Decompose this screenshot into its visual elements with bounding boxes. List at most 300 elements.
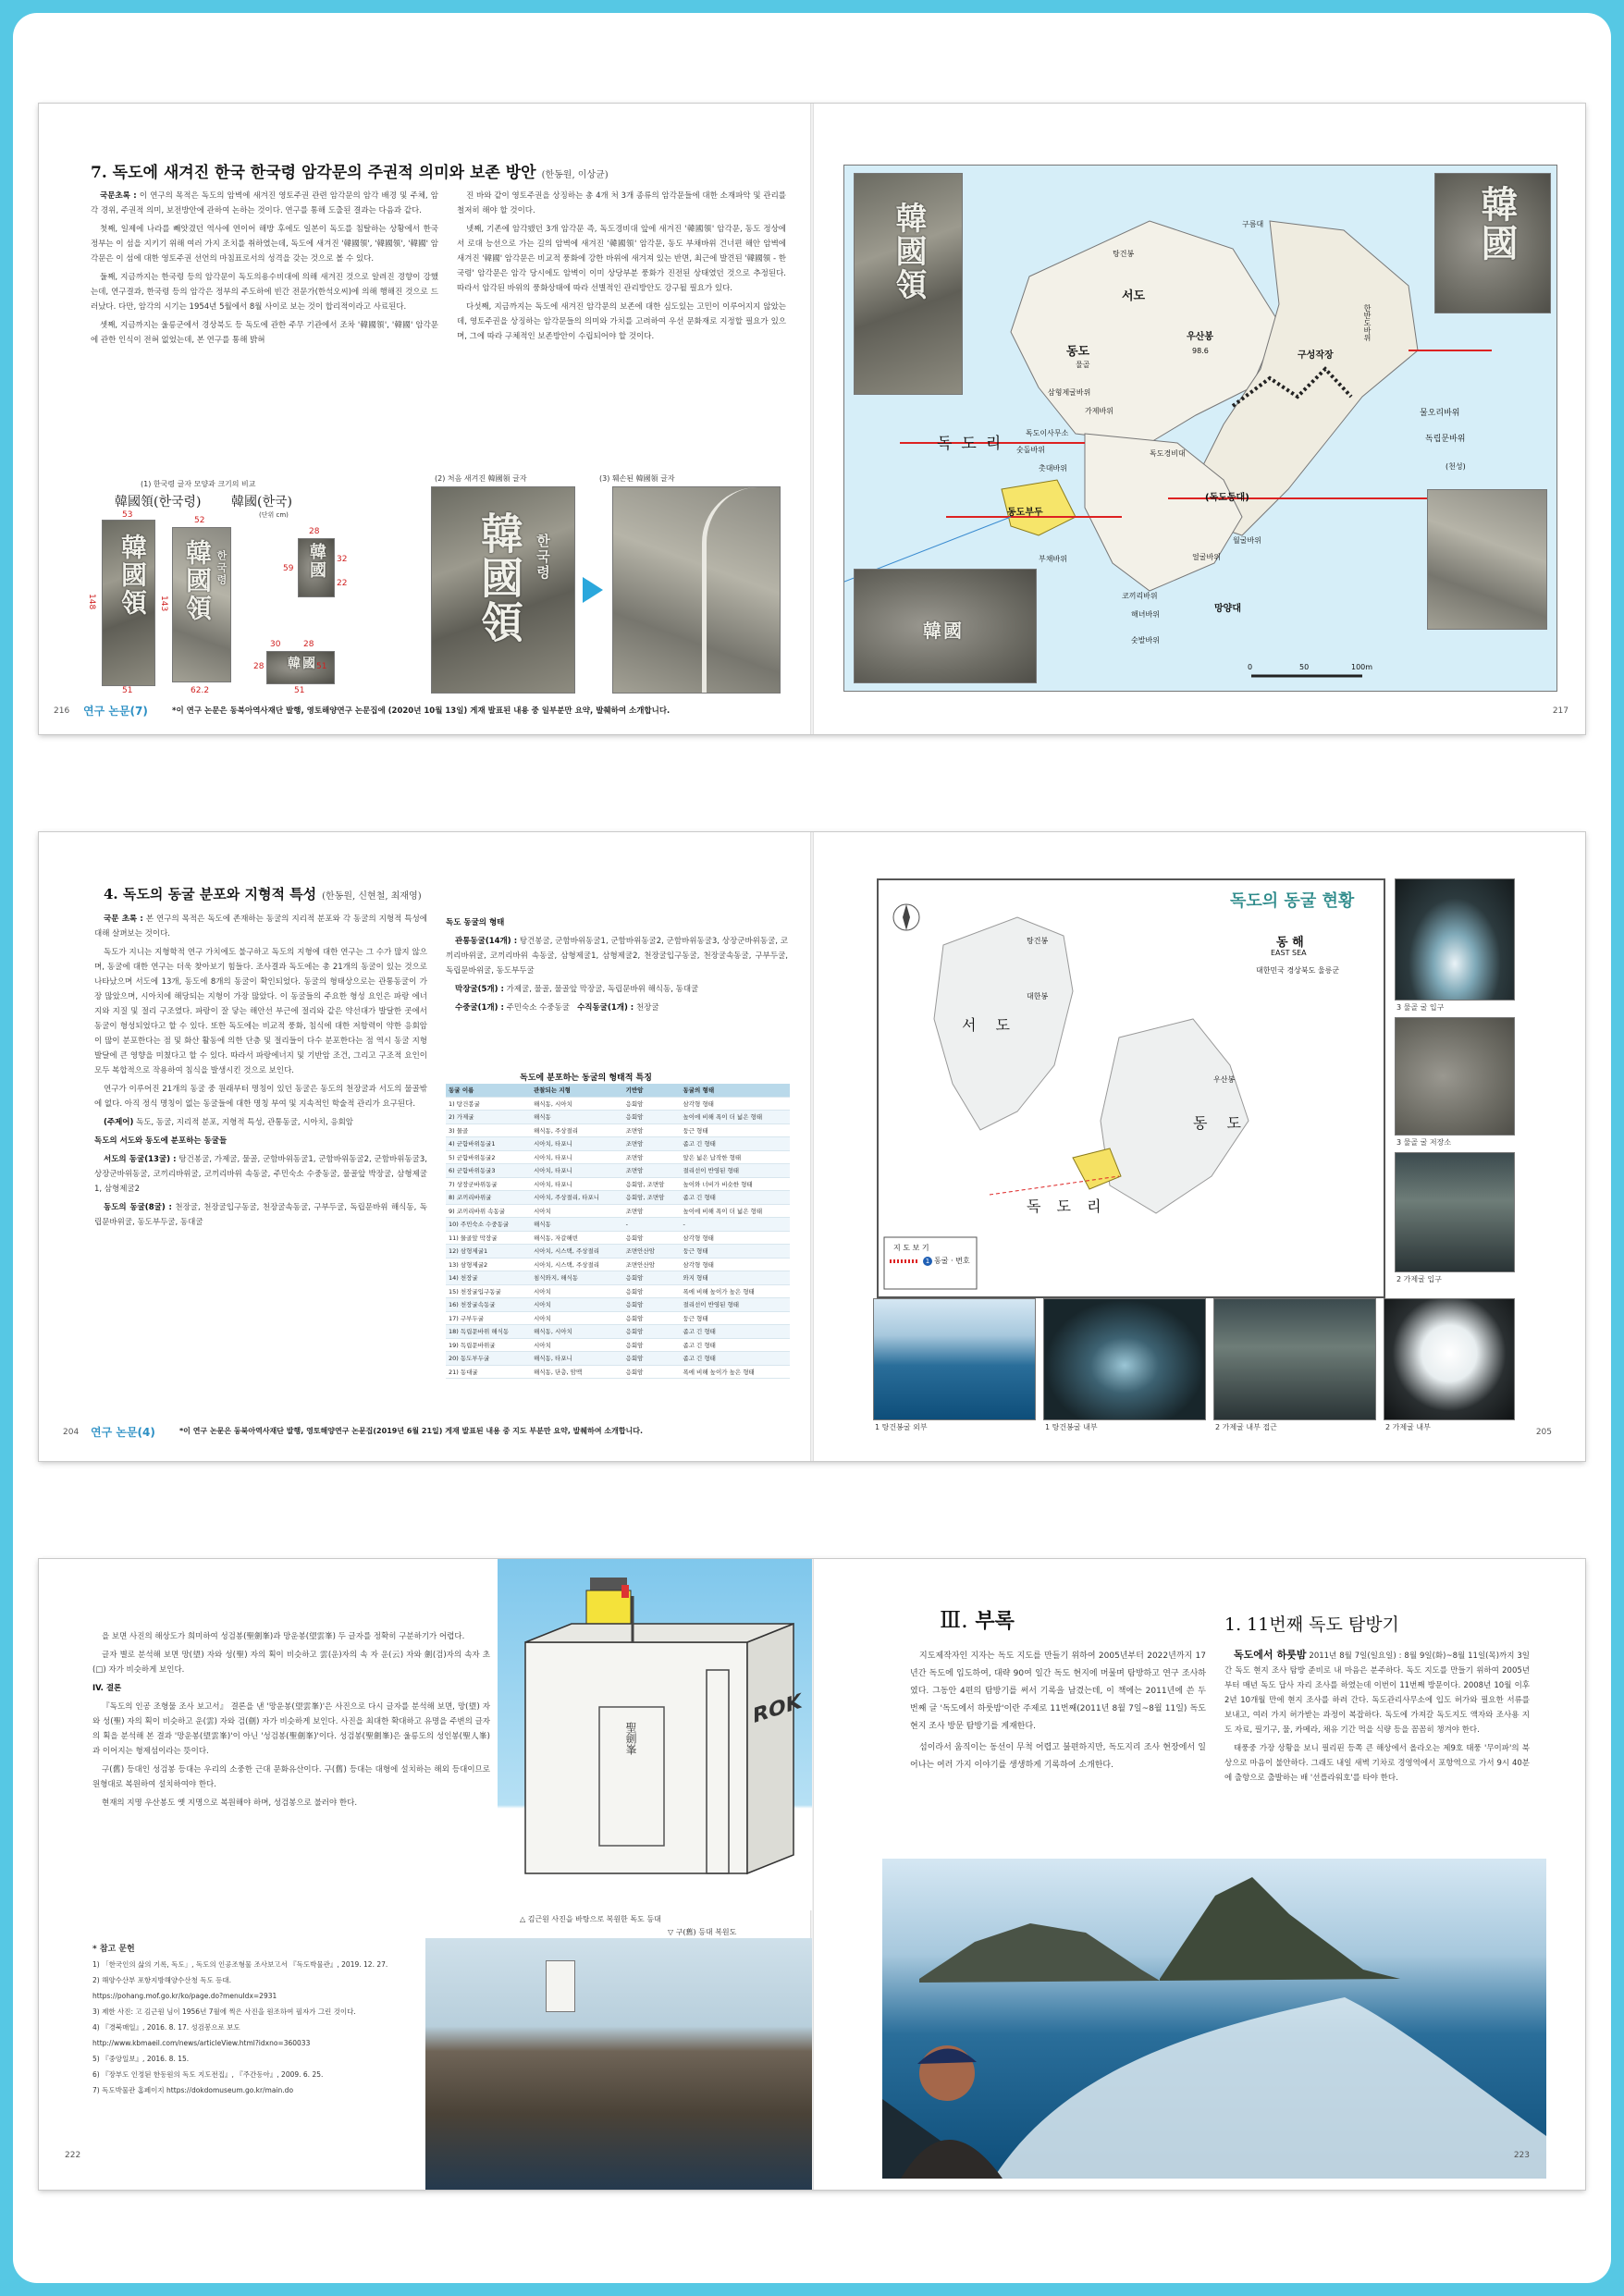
page-number: 222	[65, 2151, 81, 2160]
cave-table	[446, 1084, 790, 1379]
map-label: 동도부두	[1007, 508, 1043, 518]
table-cell: 14) 천장굴	[446, 1271, 531, 1285]
map-label: 한반도바위	[1363, 304, 1372, 341]
table-cell: 둥근 형태	[680, 1123, 790, 1137]
paragraph: 국문초록 : 이 연구의 목적은 독도의 암벽에 새겨진 영토주권 관련 암각문의 암각 배경 및 주체, 암각 경위, 주권적 의미, 보전방안에 관하여 논하는 것이다. 연구를 통해 도출된 결과는 다음과 같다.	[91, 191, 438, 215]
table-cell: 시아치, 타포니	[531, 1137, 623, 1151]
table-row	[446, 1311, 790, 1325]
article-authors: (한동원, 이상균)	[541, 170, 609, 180]
article-title: 4. 독도의 동굴 분포와 지형적 특성 (한동원, 신현철, 최재영)	[104, 886, 422, 902]
table-cell: 해식동, 단층, 암맥	[531, 1365, 623, 1379]
cave-map	[877, 878, 1385, 1298]
article-column-2	[446, 912, 788, 1069]
map-label: 탕건봉	[1027, 937, 1049, 945]
cave-number-icon: 1	[923, 1257, 932, 1266]
map-label: 가제바위	[1085, 407, 1113, 415]
table-row	[446, 1338, 790, 1352]
table-row	[446, 1218, 790, 1232]
map-label: 탕건봉	[1113, 250, 1135, 258]
inscription-text: 韓國領	[890, 202, 927, 301]
photo-mulgol-storage	[1395, 1017, 1515, 1136]
tower-text: ROK	[753, 1689, 802, 1729]
sea-label: 동 해	[1276, 936, 1304, 950]
paragraph: 현재의 지명 우산봉도 옛 지명으로 복원해야 하며, 성검봉으로 불러야 한다.	[102, 1799, 358, 1808]
side-light	[621, 1585, 629, 1598]
paragraph: 독도에서 하룻밤 2011년 8월 7일(일요일) : 8월 9일(화)~8월 11일(목)까지 3일간 독도 현지 조사 탐방 준비로 내 마음은 분주하다. 독도 지도를 만들기 위하여 2005년부터 매년 독도 답사 자리 조사를 하였는데 이번이 11번째 방문이다. 2008년 10월 이후 2년 10개월 만에 현지 조사를 하려 간다. 독도관리사무소에 입도 허가와 필요한 서류를 보내고, 여러 가지 허가받는 과정이 복잡하다. 독도에 가져갈 독도지도 액자와 조사용 지도 자료, 필기구, 물, 카메라, 채유 기간 먹을 식량 등을 꼼꼼히 챙겨야 한다.	[1224, 1649, 1530, 1735]
table-cell: 21) 동대굴	[446, 1365, 531, 1379]
table-cell: 조면암	[623, 1164, 681, 1178]
table-cell: 응회암	[623, 1338, 681, 1352]
paragraph: 섬이라서 움직이는 동선이 무척 어렵고 불편하지만, 독도지리 조사 현장에서 일어나는 여러 가지 이야기를 생생하게 기록하여 소개한다.	[910, 1743, 1206, 1770]
dimension-label: 51	[316, 662, 327, 671]
table-cell: 절리선이 반영된 형태	[680, 1164, 790, 1178]
dimension-label: 28	[253, 662, 265, 671]
map-label: 독도이사무소	[1026, 429, 1069, 437]
map-label: 구름대	[1242, 220, 1264, 228]
table-cell: 응회암	[623, 1311, 681, 1325]
wake	[993, 1997, 1546, 2179]
photo-caption: 1 탕건봉굴 외부	[875, 1423, 928, 1431]
series-tag: 연구 논문(7)	[83, 705, 148, 718]
table-cell: 응회암	[623, 1097, 681, 1111]
column-header: 관찰되는 지형	[531, 1084, 623, 1097]
lighthouse-tower	[546, 1960, 575, 2012]
page-205	[812, 832, 1585, 1461]
column-header: 기반암	[623, 1084, 681, 1097]
dimension-label: 51	[122, 686, 133, 695]
inscription-photo-hangukryeong-1	[102, 520, 155, 686]
map-label: 숫발바위	[1131, 636, 1160, 645]
table-cell: 둥근 형태	[680, 1311, 790, 1325]
table-cell: 해식동, 시아치	[531, 1097, 623, 1111]
dongdo-silhouette	[919, 1923, 1160, 1983]
table-cell: -	[623, 1218, 681, 1232]
paragraph: 연구가 이루어진 21개의 동굴 중 원래부터 명칭이 있던 동굴은 동도의 천장굴과 서도의 물골밖에 없다. 아직 정식 명칭이 없는 동굴들에 대한 명칭 부여 및 지속적인 학술적 관리가 요구된다.	[94, 1085, 427, 1109]
table-cell: 응회암	[623, 1365, 681, 1379]
paragraph: 지도제작자인 지자는 독도 지도를 만들기 위하여 2005년부터 2022년까지 17년간 독도에 입도하여, 대략 90여 일간 독도 현지에 머물며 탐방하고 연구 조사하였다. 그동안 4편의 탐방기를 써서 기록을 남겼는데, 이 책에는 2011년에 쓴 두 번째 글 '독도에서 하룻밤'이란 주제로 11번째(2011년 8월 7일~8월 11일) 독도 현지 조사 방문 탐방기를 게재한다.	[910, 1651, 1206, 1731]
map-label: (천성)	[1446, 462, 1466, 471]
photo-gaje-entrance	[1395, 1152, 1515, 1272]
scale-label: 0	[1248, 663, 1253, 671]
table-cell: 7) 상장군바위동굴	[446, 1177, 531, 1191]
inscription-text: 韓國	[307, 543, 326, 580]
table-cell: 조면안산암	[623, 1258, 681, 1271]
tower-side	[747, 1624, 794, 1873]
reference-item: 5) 『중앙일보』, 2016. 8. 15.	[92, 2055, 190, 2063]
map-label: 망양대	[1214, 604, 1241, 614]
tower-body	[525, 1642, 747, 1873]
paragraph: 동도의 동굴(8굴) : 천장굴, 천장굴입구동굴, 천장굴속동굴, 구부두굴, 독립문바위 해식동, 독립문바위굴, 동도부두굴, 동대굴	[94, 1203, 427, 1227]
paragraph: 을 보면 사진의 해상도가 희미하여 성검봉(聖劍峯)과 망운봉(望雲峯) 두 글자를 정확히 구분하기가 어렵다.	[102, 1632, 465, 1641]
table-cell: 시아치, 시스택, 주상절리	[531, 1258, 623, 1271]
map-label: 동도	[1066, 345, 1090, 359]
table-cell: 13) 삼형제굴2	[446, 1258, 531, 1271]
page-223	[812, 1559, 1585, 2190]
paragraph: 서도의 동굴(13굴) : 탕건봉굴, 가제굴, 물골, 군함바위동굴1, 군함바위동굴2, 군함바위동굴3, 상장군바위동굴, 코끼리바위굴, 코끼리바위 속동굴, 주민숙소 수중동굴, 물골앞 박장굴, 삼형제굴1, 삼형제굴2	[94, 1155, 427, 1194]
table-cell: 시아치	[531, 1338, 623, 1352]
map-photo-hangukryeong	[854, 173, 963, 395]
table-cell: -	[680, 1218, 790, 1232]
paragraph: 넷째, 기존에 암각됐던 3개 암각문 즉, 독도경비대 앞에 새겨진 '韓國領' 암각문, 동도 정상에서 로대 능선으로 가는 길의 암벽에 새겨진 '韓國領' 암각문, 동도 부채바위 건너편 해안 암벽에 새겨진 '韓國' 암각문은 비교적 풍화에 강한 바위에 새겨져 있는 반면, 최근에 발견된 '韓國領 - 한국령' 암각문은 암각 당시에도 암벽이 이미 상당부분 풍화가 진전된 상태였던 것으로 추정된다. 따라서 암각된 바위의 풍화상태에 따라 선별적인 관리방안도 강구될 필요가 있다.	[457, 225, 786, 293]
reference-item: 1) 「한국인의 삶의 기록, 독도」, 독도의 인공조형물 조사보고서 『독도박물관』, 2019. 12. 27.	[92, 1960, 388, 1969]
table-cell: 응회암	[623, 1231, 681, 1245]
table-cell: 시아치	[531, 1284, 623, 1298]
inscription-text: 韓國領	[474, 511, 524, 645]
figure-1-caption: (1) 한국령 글자 모양과 크기의 비교	[141, 480, 256, 488]
dimension-label: 30	[270, 640, 281, 649]
table-row	[446, 1365, 790, 1379]
photo-tanggeon-outside	[873, 1298, 1036, 1420]
dimension-label: 22	[337, 579, 348, 588]
map-label: 독립문바위	[1425, 435, 1466, 444]
dokdo-map	[843, 165, 1557, 692]
map-label: 물골	[1076, 361, 1090, 369]
inscription-text: 韓國	[288, 657, 317, 671]
table-row	[446, 1150, 790, 1164]
table-cell: 둥근 형태	[680, 1245, 790, 1259]
cave-map-shapes	[879, 880, 1384, 1296]
photo-mulgol-entrance	[1395, 878, 1515, 1001]
tower-sign: 聖劍峯	[624, 1722, 637, 1755]
table-row	[446, 1191, 790, 1205]
map-photo-hanguk-bottom	[854, 569, 1037, 683]
label-hangukryeong: 韓國領(한국령)	[115, 495, 202, 510]
reference-item: 3) 제한 사진: 고 김근원 님이 1956년 7월에 찍은 사진을 원조하여 필자가 그린 것이다.	[92, 2007, 356, 2016]
table-cell: 높이와 너비가 비슷한 형태	[680, 1177, 790, 1191]
column-header: 동굴의 형태	[680, 1084, 790, 1097]
table-cell: 좁고 긴 형태	[680, 1137, 790, 1151]
scale-label: 50	[1299, 663, 1310, 671]
map-label: 촛대바위	[1039, 464, 1067, 473]
subheading: IV. 결론	[92, 1684, 122, 1693]
table-header-row	[446, 1084, 790, 1097]
map-photo-hanguk-top	[1434, 173, 1551, 313]
references-list	[92, 1957, 481, 2105]
table-row	[446, 1352, 790, 1366]
footnote: *이 연구 논문은 동북아역사재단 발행, 영토해양연구 논문집(2019년 6월 21일) 게재 발표된 내용 중 지도 부분만 요약, 발췌하여 소개합니다.	[179, 1427, 644, 1435]
page-number: 217	[1552, 706, 1569, 716]
table-cell: 조면암	[623, 1150, 681, 1164]
table-cell: 응회암	[623, 1111, 681, 1124]
table-cell: 조면암	[623, 1204, 681, 1218]
article-column-1	[94, 912, 427, 1402]
dokdo-silhouette	[882, 1859, 1546, 2179]
paragraph: 진 바와 같이 영토주권을 상징하는 총 4개 처 3개 종류의 암각문들에 대한 소재파악 및 관리를 철저히 해야 할 것이다.	[457, 191, 786, 215]
table-cell: 19) 독립문바위굴	[446, 1338, 531, 1352]
dimension-label: 53	[122, 510, 133, 520]
table-cell: 응회암, 조면암	[623, 1191, 681, 1205]
map-label: 월굴바위	[1233, 536, 1261, 545]
spread-rock-inscription	[39, 104, 1585, 734]
table-cell: 응회암	[623, 1298, 681, 1312]
table-cell: 와지 형태	[680, 1271, 790, 1285]
dimension-label: 32	[337, 555, 348, 564]
photo-gaje-inside	[1384, 1298, 1515, 1420]
table-cell: 3) 물골	[446, 1123, 531, 1137]
dimension-label: 143	[159, 595, 168, 612]
figure-caption: ▽ 구(舊) 등대 복원도	[668, 1928, 737, 1936]
article-column-1	[91, 189, 438, 468]
table-cell: 시아치	[531, 1298, 623, 1312]
cave-map-title: 독도의 동굴 현황	[1230, 891, 1355, 911]
map-label: 해녀바위	[1131, 610, 1160, 619]
sea-label-en: EAST SEA	[1271, 949, 1307, 957]
paragraph: 첫째, 일제에 나라를 빼앗겼던 역사에 연이어 해방 후에도 일본이 독도를 침탈하는 상황에서 한국 정부는 이 섬을 지키기 위해 여러 가지 조치를 취하였는데, 독도에 새겨진 '韓國領', '韓國領', '韓國' 암각문은 이 섬에 대한 영토주권 선언의 마침표로서의 성격을 갖는 것으로 볼 수 있다.	[91, 225, 438, 264]
travelogue-title: 1. 11번째 독도 탐방기	[1224, 1615, 1399, 1635]
inscription-text: 韓國	[923, 620, 964, 642]
page-216	[39, 104, 812, 734]
map-label: 얼굴바위	[1192, 553, 1221, 561]
table-row	[446, 1123, 790, 1137]
table-cell: 조면암	[623, 1137, 681, 1151]
map-label: 우산봉	[1187, 332, 1213, 342]
table-cell: 응회암	[623, 1352, 681, 1366]
reference-item: https://pohang.mof.go.kr/ko/page.do?menuIdx=2931	[92, 1992, 277, 2000]
photo-gaje-approach	[1213, 1298, 1376, 1420]
arrow-right-icon	[583, 577, 603, 603]
column-header: 동굴 이름	[446, 1084, 531, 1097]
table-row	[446, 1177, 790, 1191]
map-photo-damaged	[1427, 489, 1547, 630]
table-cell: 시아치, 시스택, 주상절리	[531, 1245, 623, 1259]
table-cell: 1) 탕건봉굴	[446, 1097, 531, 1111]
spread-lighthouse-appendix	[39, 1559, 1585, 2190]
table-cell: 침식와지, 해식동	[531, 1271, 623, 1285]
photo-caption: 2 가제굴 내부	[1385, 1423, 1431, 1431]
legend-title: 지 도 보 기	[893, 1244, 929, 1252]
photo-caption: 3 물골 굴 저장소	[1396, 1138, 1452, 1147]
map-label: 98.6	[1192, 347, 1209, 355]
inscription-photo-hanguk-1	[298, 538, 335, 597]
reference-item: http://www.kbmaeil.com/news/articleView.html?idxno=360033	[92, 2039, 311, 2047]
table-cell: 6) 군함바위동굴3	[446, 1164, 531, 1178]
table-cell: 시아치, 주상절리, 타포니	[531, 1191, 623, 1205]
figure-3-caption: (3) 훼손된 韓國領 글자	[599, 474, 675, 483]
table-cell: 5) 군함바위동굴2	[446, 1150, 531, 1164]
inscription-photo-damaged	[612, 486, 781, 694]
table-row	[446, 1231, 790, 1245]
table-cell: 조면암	[623, 1123, 681, 1137]
article-column-2	[457, 189, 786, 468]
legend-item: 1 동굴 · 번호	[923, 1256, 970, 1266]
table-cell: 18) 독립문바위 해식동	[446, 1325, 531, 1339]
seodo-silhouette	[1160, 1877, 1400, 1981]
dimension-label: 28	[303, 640, 314, 649]
inscription-photo-hangukryeong-2	[172, 527, 231, 682]
table-row	[446, 1204, 790, 1218]
photo-tanggeon-inside	[1043, 1298, 1206, 1420]
lighthouse-rock-photo	[425, 1938, 812, 2190]
table-row	[446, 1111, 790, 1124]
inscription-text: 韓國領	[182, 539, 213, 622]
table-cell: 삼각형 형태	[680, 1231, 790, 1245]
table-row	[446, 1164, 790, 1178]
table-cell: 시아치, 타포니	[531, 1164, 623, 1178]
map-label: 서도	[1122, 289, 1146, 303]
paragraph: 국문 초록 : 본 연구의 목적은 독도에 존재하는 동굴의 지리적 분포와 각 동굴의 지형적 특성에 대해 살펴보는 것이다.	[94, 915, 427, 939]
reference-item: 2) 해양수산부 포항지방해양수산청 독도 등대.	[92, 1976, 232, 1984]
map-label: 부채바위	[1039, 555, 1067, 563]
map-label: 독도경비대	[1150, 449, 1186, 458]
page-number: 223	[1513, 2151, 1530, 2160]
map-label: 코끼리바위	[1122, 592, 1158, 600]
table-cell: 높이에 비해 폭이 더 넓은 형태	[680, 1204, 790, 1218]
table-cell: 절리선이 반영된 형태	[680, 1298, 790, 1312]
table-cell: 해식동, 주상절리	[531, 1123, 623, 1137]
label-hanguk: 韓國(한국)	[231, 495, 292, 510]
boat-dokdo-photo	[882, 1859, 1546, 2179]
page-number: 205	[1535, 1428, 1552, 1437]
table-row	[446, 1271, 790, 1285]
paragraph: 독도가 지니는 지형학적 연구 가치에도 불구하고 독도의 지형에 대한 연구는 그 수가 많지 않으며, 동굴에 대한 연구는 더욱 찾아보기 힘들다. 조사결과 독도에는 총 21개의 동굴이 있는 것으로 나타났으며 서도에 13개, 동도에 8개의 동굴이 확인되었다. 동굴의 형태상으로는 관통동굴이 가장 많았으며, 시아치에 해당되는 지형이 가장 많았다. 이 동굴들의 주요한 형성 요인은 파랑 에너지와 지질 및 절리 구조였다. 파랑이 잘 닿는 해안선 부근에 절리와 같은 약선대가 발달한 곳에서 동굴이 형성되었다고 할 수 있다. 또한 독도에는 비교적 풍화, 침식에 대한 저항력이 약한 응회암이 많이 분포한다는 점 및 화산 활동에 의한 단층 및 절리들이 다수 분포한다는 점 역시 동굴 지형 발달에 큰 영향을 미쳤다고 할 수 있다. 따라서 파랑에너지 및 기반암 조건, 그리고 구조적 요인이 모두 복합적으로 작용하여 침식을 발생시킨 것으로 보인다.	[94, 948, 427, 1075]
paragraph: 다섯째, 지금까지는 독도에 새겨진 암각문의 보존에 대한 심도있는 고민이 이루어지지 않았는데, 영토주권을 상징하는 암각문들의 의미와 가치를 고려하여 우선 문화재로 지정할 필요가 있으며, 그에 따라 구체적인 보존방안이 수립되어야 할 것이다.	[457, 302, 786, 341]
scale-label: 100m	[1351, 663, 1373, 671]
table-cell: 응회암	[623, 1271, 681, 1285]
table-row	[446, 1298, 790, 1312]
map-label: 대한봉	[1027, 992, 1049, 1001]
photo-caption: 3 물골 굴 입구	[1396, 1003, 1445, 1012]
map-label-dongdo: 동 도	[1193, 1114, 1249, 1132]
table-cell: 17) 구부두굴	[446, 1311, 531, 1325]
table-cell: 해식동	[531, 1218, 623, 1232]
table-cell: 11) 물골앞 막장굴	[446, 1231, 531, 1245]
map-label: 구성작장	[1298, 350, 1334, 361]
paragraph: 수중굴(1개) : 주민숙소 수중동굴 수직동굴(1개) : 천장굴	[455, 1003, 659, 1013]
figure-caption: △ 김근원 사진을 바탕으로 복원한 독도 등대	[520, 1915, 661, 1923]
subheading: 독도 동굴의 형태	[446, 918, 505, 927]
admin-label: 대한민국 경상북도 울릉군	[1256, 966, 1340, 975]
table-cell: 12) 삼형제굴1	[446, 1245, 531, 1259]
page-204	[39, 832, 812, 1461]
table-cell: 해식동	[531, 1111, 623, 1124]
paragraph: 『독도의 인공 조형물 조사 보고서』 결론을 낸 '망운봉(望雲峯)'은 사진으로 다시 글자를 분석해 보면, 망(望) 자와 성(聖) 자의 획이 비슷하고 운(雲) 자와 검(劍) 자가 비슷하게 보인다. 사진을 최대한 확대하고 유명을 주변의 글자의 획을 분석해 본 결과 '망운봉(望雲峯)'이 아닌 '성검봉(聖劍峯)'이다. 성검봉(聖劍峯)은 울릉도의 성인봉(聖人峯)과 이어지는 형제섬이라는 뜻이다.	[92, 1702, 490, 1756]
paragraph: 셋째, 지금까지는 울릉군에서 경상북도 등 독도에 관한 주무 기관에서 조차 '韓國領', '韓國' 암각문에 관한 인식이 전혀 없었는데, 본 연구를 통해 밝혀	[91, 321, 438, 345]
lighthouse-svg	[498, 1559, 812, 1901]
map-label-dokdo-ri: 독도리	[937, 435, 1011, 453]
table-cell: 앞은 넓은 납작한 형태	[680, 1150, 790, 1164]
dimension-label: 59	[283, 564, 294, 573]
table-title: 독도에 분포하는 동굴의 형태적 특징	[520, 1074, 652, 1083]
reference-item: 6) 『장부도 인정된 한동원의 독도 지도전집』, 『주간동아』, 2009. 6. 25.	[92, 2070, 324, 2079]
inscription-photo-first	[431, 486, 575, 694]
table-cell: 16) 천장굴속동굴	[446, 1298, 531, 1312]
table-cell: 응회암	[623, 1325, 681, 1339]
photo-caption: 1 탕건봉굴 내부	[1045, 1423, 1098, 1431]
table-cell: 좁고 긴 형태	[680, 1352, 790, 1366]
dimension-label: 28	[309, 527, 320, 536]
dimension-label: 51	[294, 686, 305, 695]
photo-caption: 2 가제굴 내부 접근	[1215, 1423, 1277, 1431]
table-cell: 8) 코끼리바위굴	[446, 1191, 531, 1205]
tower-top	[525, 1624, 794, 1642]
inscription-side-text: 한국령	[215, 550, 228, 586]
pipe	[702, 487, 771, 693]
paragraph: 구(舊) 등대인 성검봉 등대는 우리의 소중한 근대 문화유산이다. 구(舊) 등대는 대형에 설치하는 해외 등대이므로 원형대로 복원하여 설치하여야 한다.	[92, 1765, 490, 1789]
paragraph: (주제어) 독도, 동굴, 지리적 분포, 지형적 특성, 관통동굴, 시아치, 응회암	[104, 1118, 354, 1127]
inscription-text: 韓國	[1475, 185, 1519, 263]
table-cell: 10) 주민숙소 수중동굴	[446, 1218, 531, 1232]
paragraph: 막장굴(5개) : 가제굴, 물골, 물골앞 막장굴, 독립문바위 해식동, 동대굴	[455, 985, 699, 994]
map-label: 삼형제굴바위	[1048, 388, 1091, 397]
table-cell: 좁고 긴 형태	[680, 1191, 790, 1205]
table-cell: 20) 동도부두굴	[446, 1352, 531, 1366]
reference-item: 7) 독도박물관 홈페이지 https://dokdomuseum.go.kr/main.do	[92, 2086, 294, 2094]
page-number: 204	[63, 1428, 80, 1437]
table-cell: 삼각형 형태	[680, 1258, 790, 1271]
table-cell: 해식동, 타포니	[531, 1352, 623, 1366]
footnote: *이 연구 논문은 동북아역사재단 발행, 영토해양연구 논문집에 (2020년 10월 13일) 게재 발표된 내용 중 일부분만 요약, 발췌하여 소개합니다.	[172, 706, 671, 716]
table-cell: 시아치	[531, 1204, 623, 1218]
dimension-label: 52	[194, 516, 205, 525]
table-cell: 시아치, 타포니	[531, 1150, 623, 1164]
map-label-dokdo-ri: 독 도 리	[1027, 1197, 1107, 1215]
page-222	[39, 1559, 812, 2190]
table-cell: 폭에 비해 높이가 높은 형태	[680, 1284, 790, 1298]
table-cell: 해식동, 시아치	[531, 1325, 623, 1339]
dimension-label: 62.2	[191, 686, 210, 695]
page-217	[812, 104, 1585, 734]
table-cell: 9) 코끼리바위 속동굴	[446, 1204, 531, 1218]
paragraph: 태풍중 가장 상황을 보니 필리핀 등쪽 큰 해상에서 올라오는 제9호 태풍 '무이파'의 북상으로 마음이 불안하다. 그래도 내일 새벽 기차로 경영역에서 포항역으로 가서 9시 40분에 출항으로 출발하는 배 '선플라워호'를 타야 한다.	[1224, 1744, 1530, 1783]
table-row	[446, 1325, 790, 1339]
inscription-text: 韓國領	[117, 534, 148, 617]
paragraph: 둘째, 지금까지는 한국령 등의 암각문이 독도의용수비대에 의해 새겨진 것으로 알려진 경향이 강했는데, 연구결과, 한국령 등의 암각은 정부의 주도하에 빈간 전문가(한석오씨)에 의해 행해진 것으로 드러났다. 다만, 암각의 시기는 1954년 5월에서 8월 사이로 보는 것이 합리적이라고 사료된다.	[91, 273, 438, 312]
table-row	[446, 1097, 790, 1111]
spread-caves	[39, 832, 1585, 1461]
table-cell: 시아치	[531, 1311, 623, 1325]
map-label: 숫돌바위	[1016, 446, 1045, 454]
page-number: 216	[54, 706, 70, 716]
appendix-intro	[910, 1648, 1206, 1833]
table-cell: 2) 가제굴	[446, 1111, 531, 1124]
photo-caption: 2 가제굴 입구	[1396, 1275, 1442, 1283]
map-label-seodo: 서 도	[962, 1016, 1017, 1034]
reference-item: 4) 『경북매일』, 2016. 8. 17. 성검봉으로 보도	[92, 2023, 240, 2032]
table-cell: 폭에 비해 높이가 높은 형태	[680, 1365, 790, 1379]
table-cell: 해식동, 자갈해빈	[531, 1231, 623, 1245]
table-cell: 시아치, 타포니	[531, 1177, 623, 1191]
table-row	[446, 1245, 790, 1259]
subheading: 독도의 서도와 동도에 분포하는 동굴들	[94, 1136, 228, 1146]
inscription-side-text: 한국령	[535, 534, 551, 581]
table-cell: 좁고 긴 형태	[680, 1325, 790, 1339]
references-title: * 참고 문헌	[92, 1945, 135, 1954]
travelogue-text	[1224, 1648, 1530, 1846]
appendix-section-title: Ⅲ. 부록	[940, 1607, 1015, 1633]
table-cell: 4) 군함바위동굴1	[446, 1137, 531, 1151]
article-title: 7. 독도에 새겨진 한국 한국령 암각문의 주권적 의미와 보존 방안 (한동원, 이상균)	[91, 164, 609, 182]
table-row	[446, 1284, 790, 1298]
paragraph: 관통동굴(14개) : 탕건봉굴, 군함바위동굴1, 군함바위동굴2, 군함바위동굴3, 상장군바위동굴, 코끼리바위굴, 코끼리바위 속동굴, 삼형제굴1, 삼형제굴2, 천장굴입구동굴, 천장굴속동굴, 구부두굴, 독립문바위굴, 동도부두굴	[446, 937, 788, 976]
lighthouse-drawing	[498, 1559, 812, 1910]
figure-2-caption: (2) 처음 새겨진 韓國領 글자	[435, 474, 527, 483]
map-label: 우산봉	[1213, 1075, 1236, 1084]
unit-label: (단위 cm)	[259, 511, 289, 519]
table-cell: 삼각형 형태	[680, 1097, 790, 1111]
table-cell: 응회암	[623, 1284, 681, 1298]
table-row	[446, 1258, 790, 1271]
paragraph: 글자 별로 분석해 보면 망(望) 자와 성(聖) 자의 획이 비슷하고 雲(운)자의 속 자 운(云) 자와 劍(검)자의 속자 초(□) 자가 비슷하게 보인다.	[92, 1651, 490, 1675]
dimension-label: 148	[87, 594, 96, 610]
article-authors: (한동원, 신현철, 최재영)	[322, 891, 422, 902]
table-row	[446, 1137, 790, 1151]
series-tag: 연구 논문(4)	[91, 1426, 155, 1439]
table-cell: 15) 천장굴입구동굴	[446, 1284, 531, 1298]
map-label: 물오리바위	[1420, 409, 1460, 418]
table-cell: 조면안산암	[623, 1245, 681, 1259]
map-label: (독도등대)	[1205, 493, 1249, 503]
article-text	[92, 1629, 490, 1897]
